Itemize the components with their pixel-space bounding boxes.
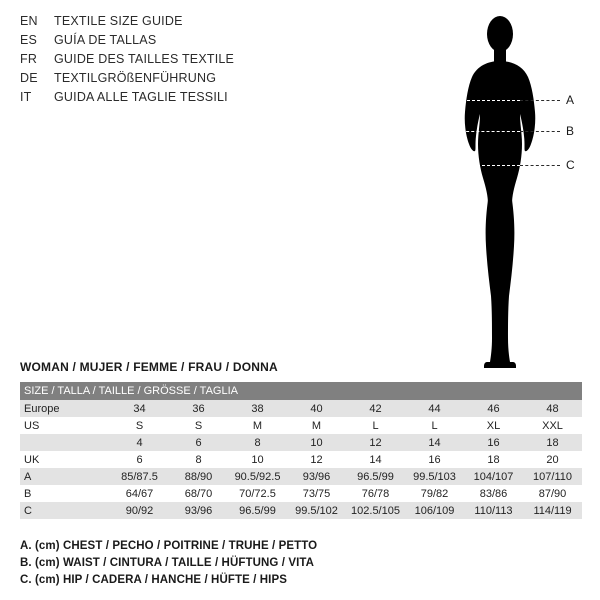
legend-line-b: B. (cm) WAIST / CINTURA / TAILLE / HÜFTUNG / VITA (20, 557, 315, 569)
language-row (20, 52, 320, 70)
table-header-label: SIZE / TALLA / TAILLE / GRÖSSE / TAGLIA (20, 382, 582, 400)
woman-section-heading: WOMAN / MUJER / FEMME / FRAU / DONNA (20, 360, 278, 374)
measure-label-c: C (566, 158, 575, 172)
table-row (20, 400, 582, 417)
cell: 20 (523, 451, 582, 468)
cell: M (287, 417, 346, 434)
cell: L (405, 417, 464, 434)
measure-line-c-body (452, 165, 520, 166)
cell: 88/90 (169, 468, 228, 485)
legend-line-a: A. (cm) CHEST / PECHO / POITRINE / TRUHE / PETTO (20, 540, 318, 552)
cell: 48 (523, 400, 582, 417)
cell: 85/87.5 (110, 468, 169, 485)
language-row (20, 14, 320, 32)
cell: 70/72.5 (228, 485, 287, 502)
cell: 114/119 (523, 502, 582, 519)
cell: 73/75 (287, 485, 346, 502)
cell: 46 (464, 400, 523, 417)
cell: XXL (523, 417, 582, 434)
row-label-c: C (20, 502, 110, 519)
measure-line-a-body (452, 100, 520, 101)
cell: 16 (464, 434, 523, 451)
language-row (20, 90, 320, 108)
cell: 16 (405, 451, 464, 468)
cell: 14 (405, 434, 464, 451)
table-header-row (20, 382, 582, 400)
cell: 79/82 (405, 485, 464, 502)
row-label-us: US (20, 417, 110, 434)
cell: 83/86 (464, 485, 523, 502)
language-code-es: ES (20, 33, 38, 47)
measure-label-a: A (566, 93, 575, 107)
table-row (20, 417, 582, 434)
table-row (20, 485, 582, 502)
size-table-wrapper (20, 382, 582, 519)
cell: 18 (523, 434, 582, 451)
cell: 14 (346, 451, 405, 468)
row-label-b: B (20, 485, 110, 502)
cell: 87/90 (523, 485, 582, 502)
row-label-europe: Europe (20, 400, 110, 417)
language-code-de: DE (20, 71, 38, 85)
language-title-es: GUÍA DE TALLAS (54, 33, 157, 47)
cell: 107/110 (523, 468, 582, 485)
cell: 96.5/99 (346, 468, 405, 485)
cell: 36 (169, 400, 228, 417)
cell: 6 (110, 451, 169, 468)
language-title-de: TEXTILGRÖßENFÜHRUNG (54, 71, 217, 85)
measure-line-a-extension (520, 100, 560, 101)
measure-line-b-extension (520, 131, 560, 132)
cell: 93/96 (169, 502, 228, 519)
language-title-block (20, 14, 320, 109)
cell: 40 (287, 400, 346, 417)
cell: 102.5/105 (346, 502, 405, 519)
language-row (20, 33, 320, 51)
cell: 4 (110, 434, 169, 451)
cell: 96.5/99 (228, 502, 287, 519)
cell: 38 (228, 400, 287, 417)
cell: 106/109 (405, 502, 464, 519)
cell: S (169, 417, 228, 434)
cell: 44 (405, 400, 464, 417)
size-table (20, 382, 582, 519)
cell: S (110, 417, 169, 434)
row-label-a: A (20, 468, 110, 485)
language-title-fr: GUIDE DES TAILLES TEXTILE (54, 52, 235, 66)
cell: 10 (287, 434, 346, 451)
cell: 10 (228, 451, 287, 468)
row-label-us-numeric (20, 434, 110, 451)
cell: 99.5/102 (287, 502, 346, 519)
cell: 104/107 (464, 468, 523, 485)
cell: 90/92 (110, 502, 169, 519)
cell: 18 (464, 451, 523, 468)
cell: 64/67 (110, 485, 169, 502)
language-code-fr: FR (20, 52, 38, 66)
table-row (20, 451, 582, 468)
table-row (20, 502, 582, 519)
cell: M (228, 417, 287, 434)
cell: 76/78 (346, 485, 405, 502)
row-label-uk: UK (20, 451, 110, 468)
measurement-legend (20, 540, 580, 591)
measure-line-c-extension (520, 165, 560, 166)
language-code-it: IT (20, 90, 32, 104)
cell: 8 (228, 434, 287, 451)
legend-line-c: C. (cm) HIP / CADERA / HANCHE / HÜFTE / HIPS (20, 574, 288, 586)
cell: 12 (287, 451, 346, 468)
language-row (20, 71, 320, 89)
female-body-silhouette-icon (430, 8, 570, 370)
cell: 110/113 (464, 502, 523, 519)
table-row (20, 468, 582, 485)
cell: L (346, 417, 405, 434)
measure-line-b-body (456, 131, 520, 132)
cell: 34 (110, 400, 169, 417)
table-row (20, 434, 582, 451)
cell: 99.5/103 (405, 468, 464, 485)
cell: 6 (169, 434, 228, 451)
language-title-en: TEXTILE SIZE GUIDE (54, 14, 183, 28)
language-title-it: GUIDA ALLE TAGLIE TESSILI (54, 90, 228, 104)
cell: 90.5/92.5 (228, 468, 287, 485)
cell: XL (464, 417, 523, 434)
cell: 68/70 (169, 485, 228, 502)
measure-label-b: B (566, 124, 575, 138)
cell: 12 (346, 434, 405, 451)
body-figure-area (400, 8, 600, 368)
cell: 8 (169, 451, 228, 468)
language-code-en: EN (20, 14, 38, 28)
cell: 93/96 (287, 468, 346, 485)
cell: 42 (346, 400, 405, 417)
